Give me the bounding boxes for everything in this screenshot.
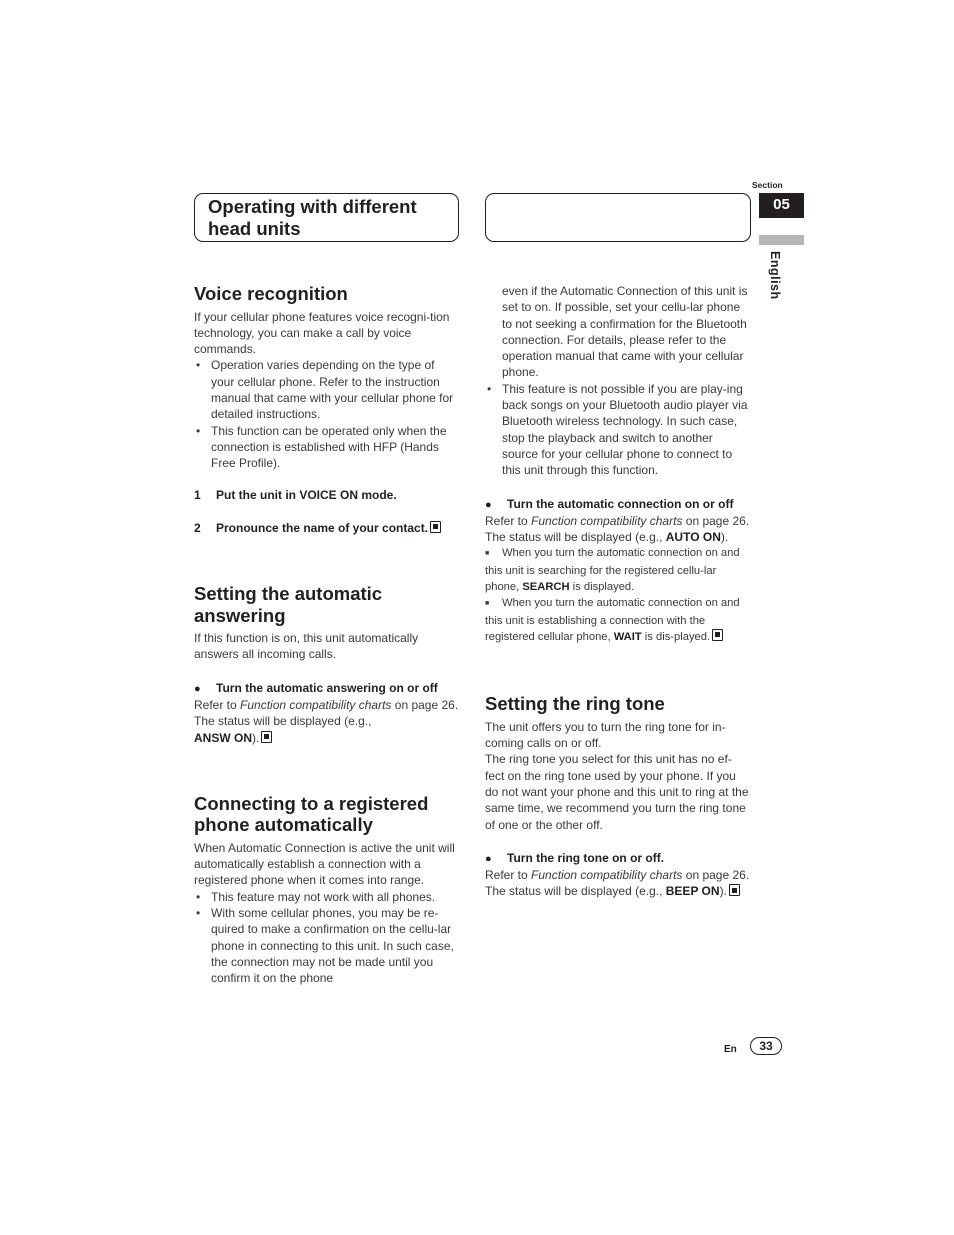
step-number: 2 (194, 520, 201, 535)
refer-prefix: Refer to (485, 868, 532, 883)
note-text: When you turn the automatic connection on and this unit is searching for the registered cellu-lar phone, (485, 547, 740, 594)
section-number-tab: 05 (759, 193, 804, 218)
status-prefix: The status will be displayed (e.g., (485, 530, 666, 545)
step-text: Turn the automatic connection on or off (507, 496, 734, 511)
language-tab (759, 235, 804, 245)
note-suffix: is displayed. (569, 581, 635, 594)
auto-answer-step (194, 680, 459, 697)
auto-answer-status-value (194, 730, 459, 746)
end-mark-icon (430, 521, 441, 533)
note-suffix: is dis-played. (641, 630, 711, 643)
page-number: 33 (750, 1037, 782, 1055)
bullet-continuation: even if the Automatic Connection of this unit is set to on. If possible, set your cellu-lar phone to not seeking a confirmation for the Bluetooth connection. For details, please refer to the operation manual that came with your cellular phone. (502, 284, 748, 380)
ring-heading: Setting the ring tone (485, 693, 665, 715)
section-title: Operating with different head units (208, 196, 417, 239)
bullet-dot-icon: ● (194, 682, 201, 695)
language-label: English (768, 251, 782, 300)
list-item: • With some cellular phones, you may be re-quired to make a confirmation on the cellu-lar phone in connecting to this unit. In such case, the connection may not be made until you confirm it on the phone (194, 905, 459, 986)
ring-step (485, 850, 750, 867)
bullet-dot-icon: ● (485, 498, 492, 511)
refer-suffix: on page 26. (682, 513, 750, 528)
note-keyword: WAIT (613, 630, 642, 643)
refer-prefix: Refer to (485, 513, 532, 528)
auto-connect-status (485, 529, 750, 545)
voice-heading: Voice recognition (194, 283, 348, 304)
status-suffix: ). (252, 730, 260, 745)
list-item: • Operation varies depending on the type of your cellular phone. Refer to the instruction manual that came with your cellular phone for detailed instructions. (194, 357, 459, 422)
refer-suffix: on page 26. (682, 868, 750, 883)
left-column (194, 283, 459, 987)
bullet-dot-icon: ● (485, 852, 492, 865)
status-suffix: ). (719, 884, 727, 899)
auto-connect-step (485, 496, 750, 513)
ring-intro-1: The unit offers you to turn the ring tone for in-coming calls on or off. (485, 719, 726, 751)
step-text: Pronounce the name of your contact. (216, 520, 429, 535)
step-number: 1 (194, 488, 201, 503)
step-text: Turn the automatic answering on or off (216, 680, 438, 695)
refer-suffix: on page 26. (391, 697, 459, 712)
auto-answer-heading: Setting the automatic answering (194, 583, 383, 626)
ring-intro-2: The ring tone you select for this unit has no ef-fect on the ring tone used by your phone. If you do not want your phone and this unit to ring at the same time, we recommend you turn the ring tone of one or the other off. (485, 752, 749, 832)
auto-connect-bullets (194, 889, 459, 987)
voice-step-2 (194, 520, 459, 536)
footer-language-code: En (724, 1044, 737, 1055)
status-prefix: The status will be displayed (e.g., (485, 884, 666, 899)
auto-connect-heading: Connecting to a registered phone automatically (194, 792, 429, 836)
status-keyword: AUTO ON (665, 530, 721, 545)
list-item: • This feature is not possible if you are play-ing back songs on your Bluetooth audio player via Bluetooth wireless technology. In such case, stop the playback and switch to another source for your cellular phone to connect to this unit through this function. (485, 381, 750, 479)
auto-answer-refer (194, 697, 459, 713)
step-text: Put the unit in VOICE ON mode. (216, 488, 397, 503)
list-item: • This function can be operated only when the connection is established with HFP (Hands Free Profile). (194, 423, 459, 472)
list-item: • This feature may not work with all phones. (194, 889, 459, 905)
section-label: Section (752, 180, 783, 190)
note-square-icon: ■ (485, 600, 490, 608)
note-text: When you turn the automatic connection on and this unit is establishing a connection with the registered cellular phone, (485, 597, 740, 643)
step-text: Turn the ring tone on or off. (507, 850, 665, 865)
status-keyword: BEEP ON (665, 884, 720, 899)
right-column (485, 283, 750, 900)
ring-refer (485, 867, 750, 883)
auto-connect-refer (485, 513, 750, 529)
refer-link: Function compatibility charts (240, 697, 392, 712)
ring-status (485, 883, 750, 899)
end-mark-icon (729, 884, 740, 896)
refer-link: Function compatibility charts (531, 868, 683, 883)
auto-answer-status: The status will be displayed (e.g., (194, 714, 372, 729)
auto-connect-note-2 (485, 595, 750, 645)
end-mark-icon (712, 629, 723, 641)
end-mark-icon (261, 731, 272, 743)
note-keyword: SEARCH (522, 581, 570, 594)
status-suffix: ). (720, 530, 729, 545)
empty-header-box (485, 193, 751, 242)
note-square-icon: ■ (485, 550, 490, 558)
auto-connect-intro: When Automatic Connection is active the unit will automatically establish a connection with a registered phone when it comes into range. (194, 840, 455, 888)
auto-connect-note-1 (485, 545, 750, 595)
auto-connect-bullets-cont (485, 381, 750, 479)
voice-step-1 (194, 487, 459, 503)
voice-intro: If your cellular phone features voice recogni-tion technology, you can make a call by voice commands. (194, 309, 450, 357)
refer-prefix: Refer to (194, 697, 241, 712)
voice-bullets (194, 357, 459, 471)
auto-answer-intro: If this function is on, this unit automatically answers all incoming calls. (194, 631, 419, 662)
refer-link: Function compatibility charts (531, 513, 683, 528)
status-keyword: ANSW ON (194, 730, 252, 745)
